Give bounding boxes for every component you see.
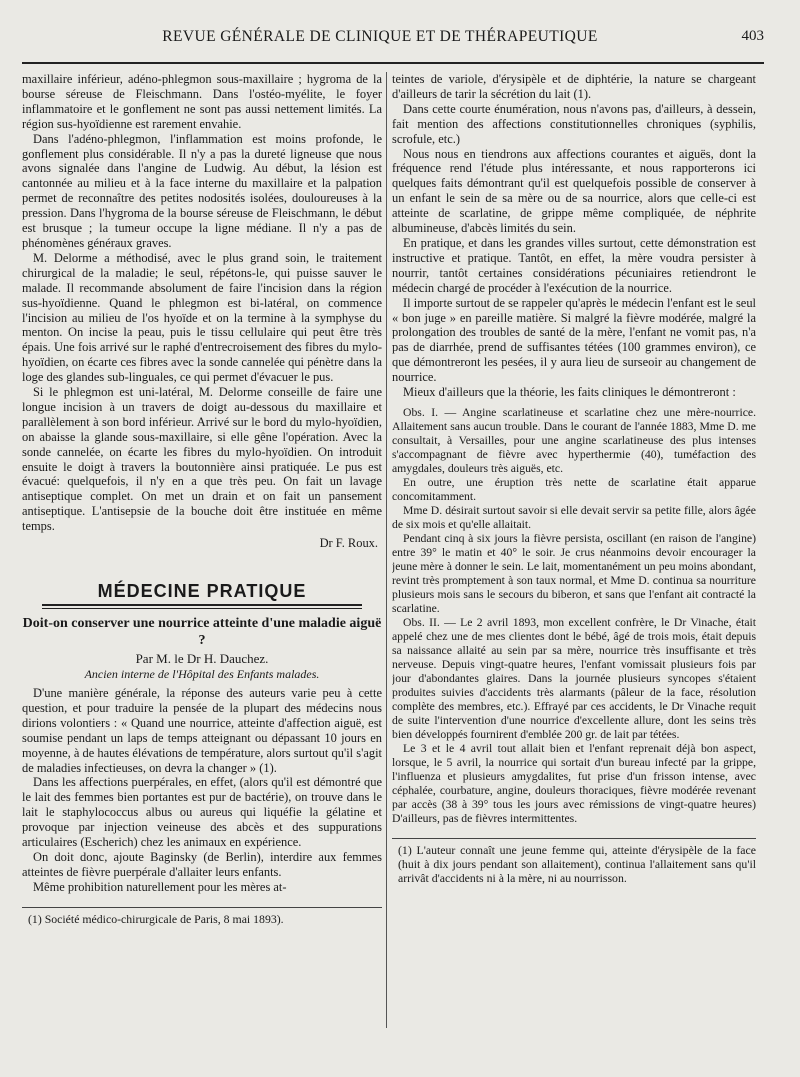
paragraph: teintes de variole, d'érysipèle et de diphtérie, la nature se chargeant d'ailleurs de tarir la sécrétion du lait (1). xyxy=(392,72,756,101)
article-title: Doit-on conserver une nourrice atteinte d'une maladie aiguë ? xyxy=(22,616,382,648)
running-head xyxy=(0,28,800,52)
column-separator xyxy=(386,72,387,1028)
article-byline: Par M. le Dr H. Dauchez. xyxy=(135,651,269,666)
paragraph: En pratique, et dans les grandes villes surtout, cette démonstration est instructive et pratique. Tantôt, en effet, la mère voudra persister à nourrir, tantôt certaines considérations pécuniaires retiendront le médecin chargé de procéder à l'exécution de la nourrice. xyxy=(392,235,756,295)
observation: Pendant cinq à six jours la fièvre persista, oscillant (en raison de l'angine) entre 39° le matin et 40° le soir. Je crus néanmoins devoir encourager la jeune mère à donner le sein. Le lait, momentanément un peu moins abondant, revint très promptement à son taux normal, et Mme D. continua sa nourriture plusieurs mois sans le secours du biberon, et sans que l'enfant ait contracté la scarlatine. xyxy=(392,531,756,615)
footnote-rule xyxy=(392,838,756,839)
right-column xyxy=(392,72,756,1072)
paragraph: M. Delorme a méthodisé, avec le plus grand soin, le traitement chirurgical de la maladie; le seul, répétons-le, qui puisse sauver le malade. Il recommande absolument de faire l'incision dans la région sus-hyoïdienne. Quand le phlegmon est bi-latéral, on commence l'incision au milieu de l'os hyoïde et on la termine à la symphyse du menton. On incise la peau, puis le tissu cellulaire qui peut être très épais. Une fois arrivé sur le raphé d'entrecroisement des fibres du mylo-hyoïdien, on écarte ces fibres avec la sonde cannelée qui pénètre dans la loge des glandes sub-linguales, ce qui permet d'évacuer le pus. xyxy=(22,250,382,385)
paragraph: Si le phlegmon est uni-latéral, M. Delorme conseille de faire une longue incision à un travers de doigt au-dessous du maxillaire et parallèlement à son bord inférieur. Arrivé sur le bord du mylo-hyoïdien, on abaisse la glande sous-maxillaire, si elle gêne l'opération. Avec la sonde cannelée, on écarte les fibres du mylo-hyoïdien. On introduit ensuite le doigt à travers la boutonnière ainsi pratiquée. Le pus est évacué: quelquefois, il n'y en a que très peu. On fait un lavage antiseptique complet. On met un drain et on fait un pansement antiseptique. L'antisepsie de la bouche doit être instituée en même temps. xyxy=(22,385,382,534)
observation: Mme D. désirait surtout savoir si elle devait servir sa petite fille, alors âgée de six mois et qu'elle allaitait. xyxy=(392,503,756,531)
author-signature: Dr F. Roux. xyxy=(319,536,378,551)
paragraph: Même prohibition naturellement pour les mères at- xyxy=(33,879,287,894)
observation: Obs. I. — Angine scarlatineuse et scarlatine chez une mère-nourrice. Allaitement sans aucun trouble. Dans le courant de l'année 1883, Mme D. me consultait, à Versailles, pour une angine scarlatineuse des plus intenses s'accompagnant de fièvre avec hyperthermie (40), tuméfaction des amygdales, douleurs très aiguës, etc. xyxy=(392,405,756,475)
paragraph: On doit donc, ajoute Baginsky (de Berlin), interdire aux femmes atteintes de fièvre puerpérale d'allaiter leurs enfants. xyxy=(22,849,382,879)
author-affiliation: Ancien interne de l'Hôpital des Enfants malades. xyxy=(84,667,320,681)
section-rule xyxy=(42,604,362,606)
running-title: REVUE GÉNÉRALE DE CLINIQUE ET DE THÉRAPEUTIQUE xyxy=(162,28,598,45)
paragraph: Nous nous en tiendrons aux affections courantes et aiguës, dont la fréquence rend l'étude plus intéressante, et nous rapporterons ici quelques faits démontrant qu'il est quelquefois possible de conserver à un enfant le sein de sa mère ou de sa nourrice, alors que celle-ci est atteinte de scarlatine, de grippe même compliquée, de néphrite albumineuse, d'abcès limités du sein. xyxy=(392,146,756,236)
paragraph: Dans cette courte énumération, nous n'avons pas, d'ailleurs, à dessein, fait mention des affections constitutionnelles chroniques (syphilis, scrofule, etc.) xyxy=(392,101,756,146)
footnote: (1) L'auteur connaît une jeune femme qui, atteinte d'érysipèle de la face (huit à dix jours pendant son allaitement), continua l'allaitement sans qu'il arrivât d'accidents ni à la mère, ni au nourrisson. xyxy=(398,842,756,885)
left-column xyxy=(22,72,382,1072)
footnote-rule xyxy=(22,907,382,908)
footnote: (1) Société médico-chirurgicale de Paris, 8 mai 1893). xyxy=(28,911,284,926)
observation: Le 3 et le 4 avril tout allait bien et l'enfant reprenait déjà bon aspect, lorsque, le 5 avril, la nourrice qui sortait d'un bureau infecté par la grippe, l'influenza et plusieurs amygdalites, fut prise d'un frisson intense, avec céphalée, courbature, angine, douleurs thoraciques, fièvre modérée revenant par accès (38 à 39° tous les jours avec rémissions de vingt-quatre heures) D'ailleurs, pas de fièvres intermittentes. xyxy=(392,741,756,825)
paragraph: Dans l'adéno-phlegmon, l'inflammation est moins profonde, le gonflement plus considérable. Il n'y a pas la dureté ligneuse que nous avons signalée dans l'angine de Ludwig. Au début, la lésion est cantonnée au milieu et à la face interne du maxillaire et la palpation permet de reconnaître des petites nodosités isolées, douloureuses à la pression. Dans l'hygroma de la bourse séreuse de Fleischmann, le début est brusque ; la tumeur occupe la ligne médiane. Il n'y a pas de phénomènes généraux graves. xyxy=(22,131,382,250)
page-number: 403 xyxy=(741,28,764,44)
paragraph: maxillaire inférieur, adéno-phlegmon sous-maxillaire ; hygroma de la bourse séreuse de Fleischmann. Dans l'ostéo-myélite, le foyer inflammatoire et le gonflement ne sont pas aussi nettement limités. La région sus-hyoïdienne est rarement envahie. xyxy=(22,72,382,131)
paragraph: D'une manière générale, la réponse des auteurs varie peu à cette question, et pour traduire la pensée de la plupart des médecins nous dirions volontiers : « Quand une nourrice, atteinte d'affection aiguë, est soumise pendant un laps de temps atteignant ou dépassant 10 jours en moyenne, à de hautes élévations de température, alors surtout qu'il s'agit de maladies infectieuses, on devra la changer » (1). xyxy=(22,686,382,775)
paragraph: Dans les affections puerpérales, en effet, (alors qu'il est démontré que le lait des femmes bien portantes est pur de bactérie), on trouve dans le lait le staphylococcus albus ou aureus qui liquéfie la gélatine et provoque par injection veineuse des abcès et des suppurations articulaires (Escherich) chez les animaux en expérience. xyxy=(22,775,382,850)
header-rule xyxy=(22,62,764,64)
paragraph: Il importe surtout de se rappeler qu'après le médecin l'enfant est le seul « bon juge » en pareille matière. Si malgré la fièvre modérée, malgré la prolongation des troubles de santé de la mère, l'enfant ne vomit pas, n'a pas de diarrhée, prend de suffisantes tétées (100 grammes environ), ce que démontreront les pesées, il y aura lieu de surseoir au changement de nourrice. xyxy=(392,295,756,385)
observation: En outre, une éruption très nette de scarlatine était apparue concomitamment. xyxy=(392,475,756,503)
section-rule-thin xyxy=(42,608,362,609)
paragraph: Mieux d'ailleurs que la théorie, les faits cliniques le démontreront : xyxy=(403,385,736,400)
section-heading: MÉDECINE PRATIQUE xyxy=(97,581,307,601)
observation: Obs. II. — Le 2 avril 1893, mon excellent confrère, le Dr Vinache, était appelé chez une de mes clientes dont le bébé, âgé de trois mois, était depuis sa naissance allaité au sein par sa mère, nourrice très insuffisante et très nerveuse. Depuis vingt-quatre heures, l'enfant vomissait plusieurs fois par jour d'abondantes glaires. Dans la journée plusieurs syncopes s'étaient produites suivies d'accidents très alarmants (pâleur de la face, résolution complète des membres, etc.). Effrayé par ces accidents, le Dr Vinache requit de suite l'intervention d'une nourrice d'excellente allure, dont les seins très bien développés fournirent d'emblée 200 gr. de lait par tétées. xyxy=(392,615,756,741)
